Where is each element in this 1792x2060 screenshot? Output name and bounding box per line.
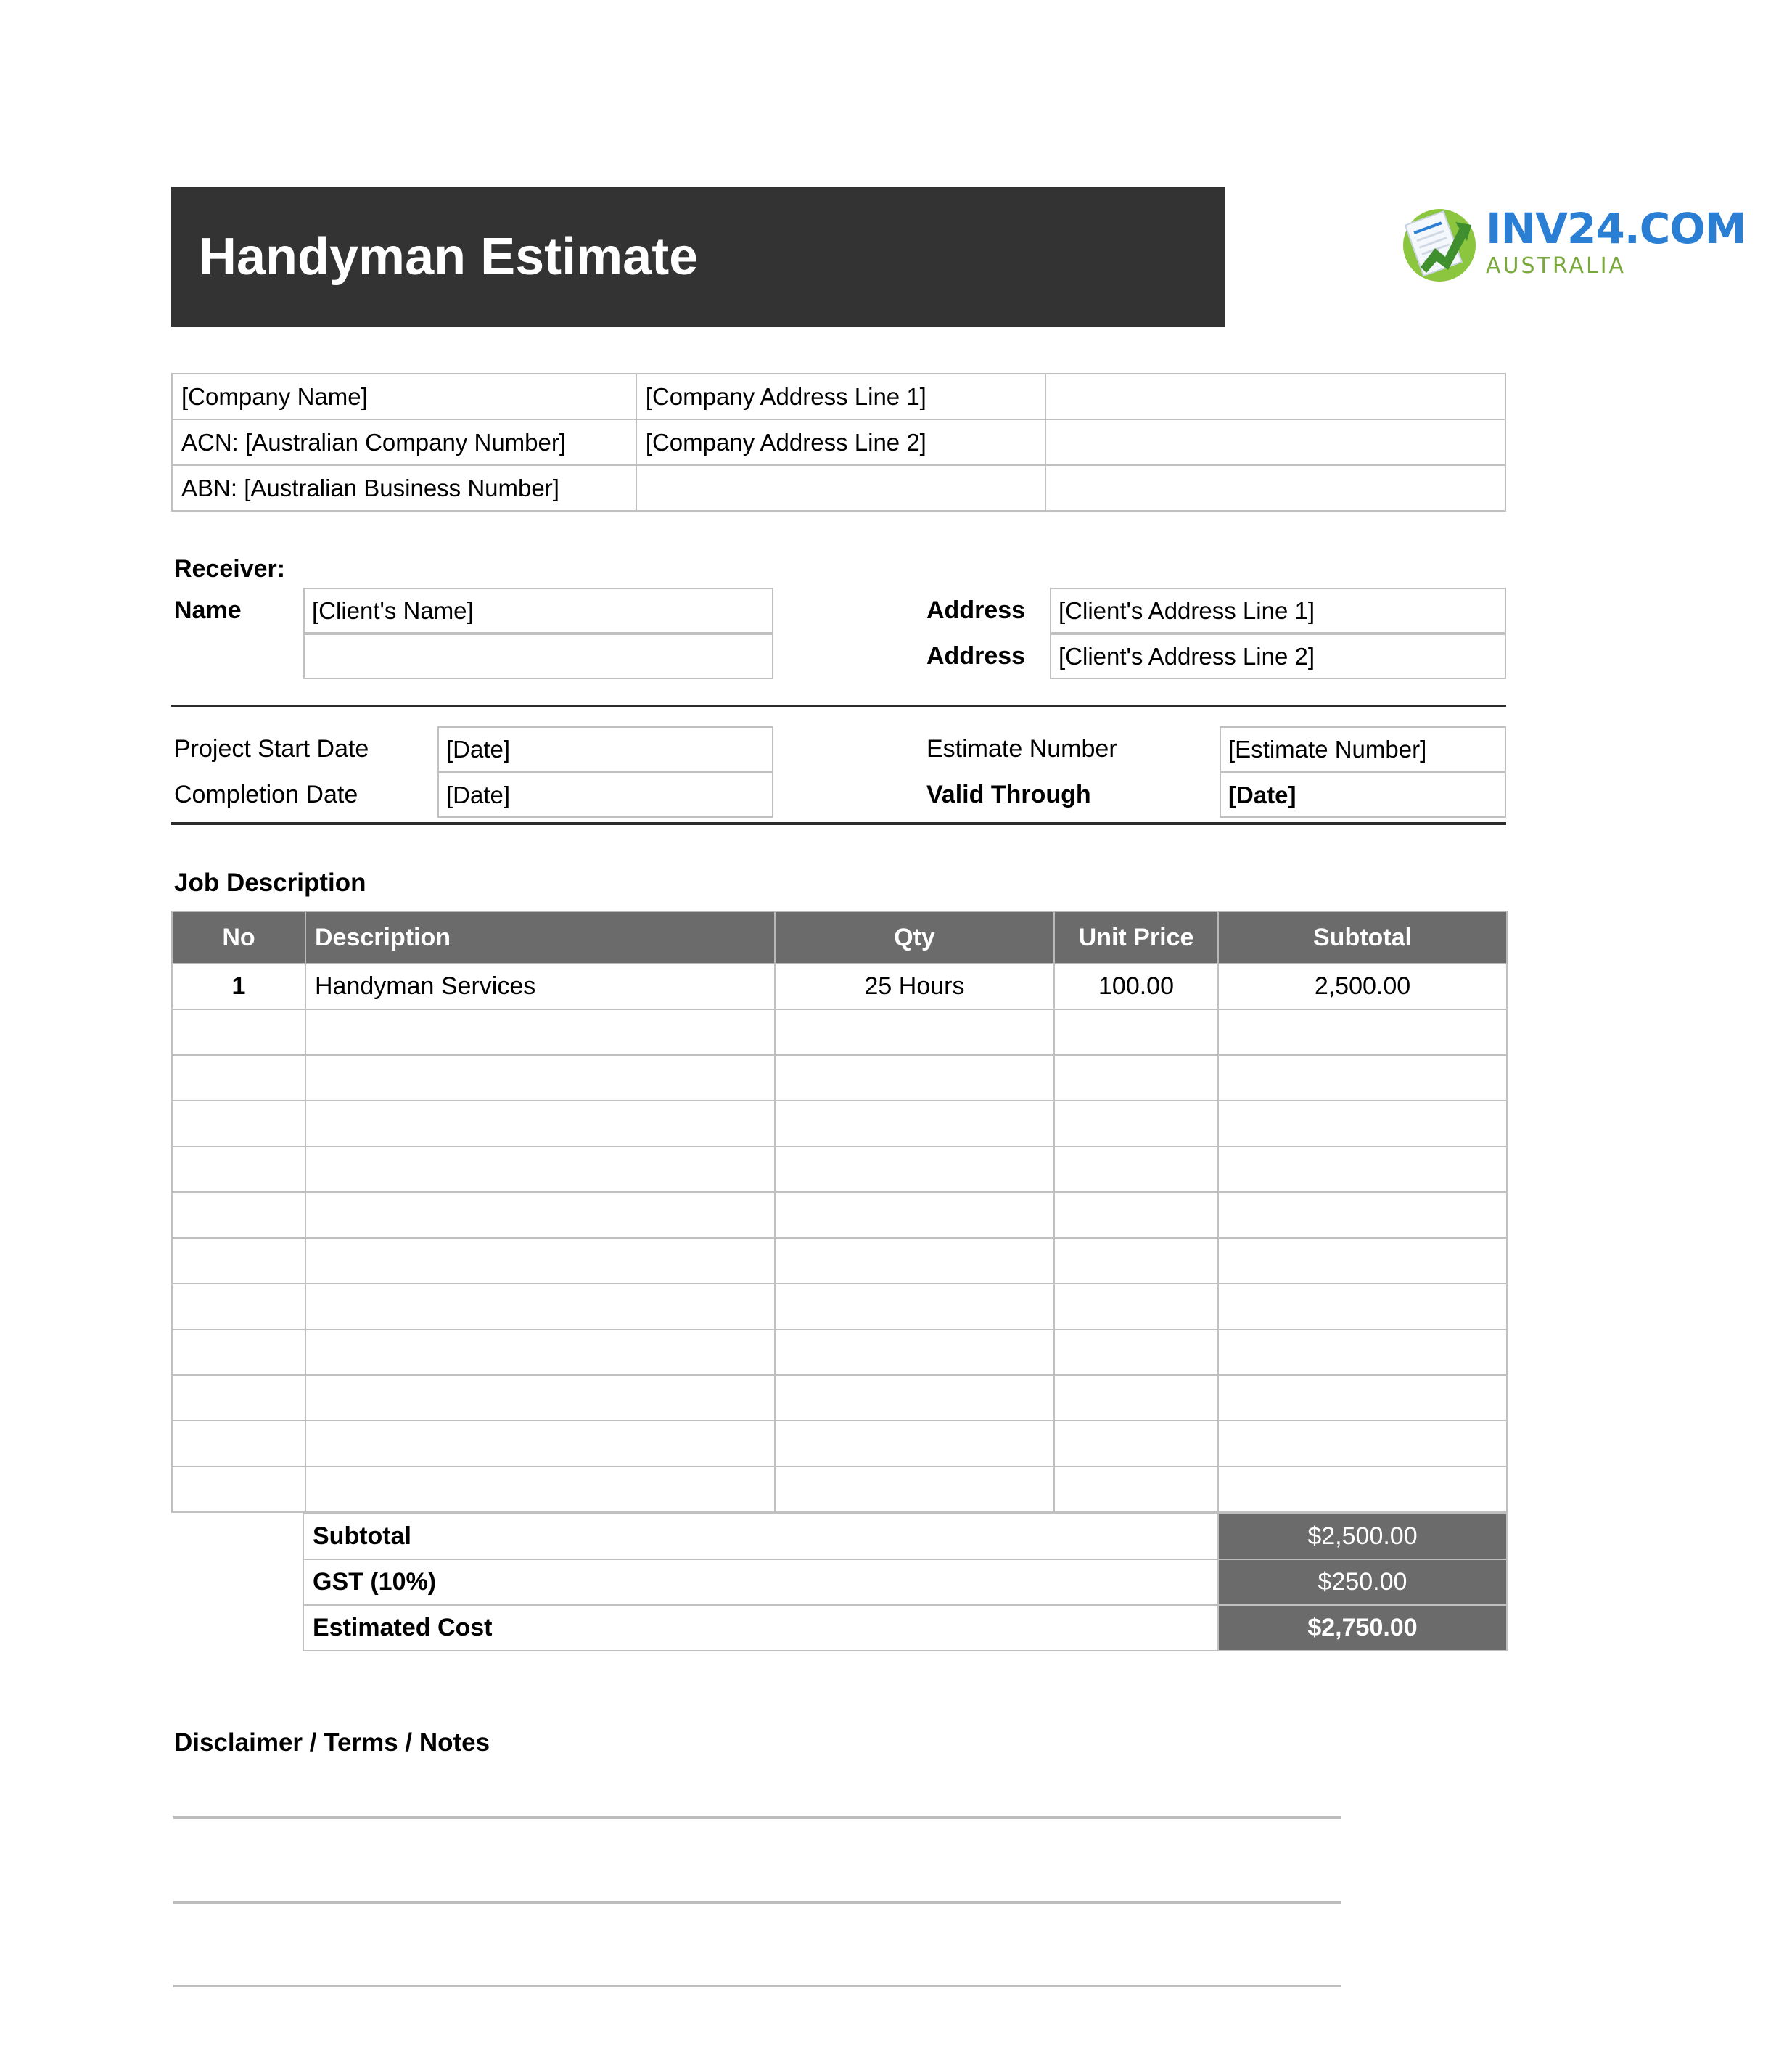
table-row (172, 1329, 1507, 1375)
document-header (171, 187, 1746, 327)
cell-description[interactable] (305, 1329, 775, 1375)
company-abn-cell[interactable]: ABN: [Australian Business Number] (172, 465, 636, 511)
cell-subtotal[interactable] (1218, 1329, 1507, 1375)
job-description-table (171, 911, 1508, 1513)
table-row (172, 1238, 1507, 1284)
company-extra-cell-3[interactable] (1045, 465, 1505, 511)
completion-date-field[interactable]: [Date] (437, 772, 773, 818)
totals-row-estimated-cost (303, 1605, 1507, 1651)
receiver-heading: Receiver: (174, 555, 286, 583)
disclaimer-heading: Disclaimer / Terms / Notes (174, 1728, 490, 1757)
table-row (172, 1375, 1507, 1421)
cell-no[interactable] (172, 1329, 305, 1375)
totals-table (303, 1513, 1508, 1651)
cell-subtotal[interactable]: 2,500.00 (1218, 964, 1507, 1009)
table-row (172, 465, 1505, 511)
cell-no[interactable] (172, 1284, 305, 1329)
cell-description[interactable] (305, 1146, 775, 1192)
cell-description[interactable]: Handyman Services (305, 964, 775, 1009)
title-banner (171, 187, 1225, 327)
brand-logo (1397, 194, 1746, 292)
project-start-date-label: Project Start Date (174, 735, 369, 763)
disclaimer-line-1[interactable] (173, 1816, 1341, 1819)
cell-description[interactable] (305, 1284, 775, 1329)
completion-date-label: Completion Date (174, 781, 358, 808)
estimate-number-label: Estimate Number (926, 735, 1117, 763)
cell-unit-price[interactable] (1054, 1146, 1218, 1192)
table-row (172, 1284, 1507, 1329)
cell-no[interactable]: 1 (172, 964, 305, 1009)
table-row (172, 374, 1505, 419)
cell-no[interactable] (172, 1146, 305, 1192)
cell-unit-price[interactable] (1054, 1009, 1218, 1055)
estimated-cost-value: $2,750.00 (1218, 1605, 1507, 1651)
gst-label: GST (10%) (303, 1559, 1218, 1605)
cell-subtotal[interactable] (1218, 1375, 1507, 1421)
table-row (172, 1421, 1507, 1466)
table-row (172, 964, 1507, 1009)
column-header-subtotal: Subtotal (1218, 911, 1507, 964)
subtotal-label: Subtotal (303, 1514, 1218, 1559)
column-header-unit-price: Unit Price (1054, 911, 1218, 964)
estimate-number-field[interactable]: [Estimate Number] (1220, 726, 1506, 772)
totals-row-subtotal (303, 1514, 1507, 1559)
totals-row-gst (303, 1559, 1507, 1605)
receiver-name-field-2[interactable] (303, 633, 773, 679)
cell-unit-price[interactable]: 100.00 (1054, 964, 1218, 1009)
cell-subtotal[interactable] (1218, 1238, 1507, 1284)
disclaimer-line-3[interactable] (173, 1985, 1341, 1987)
receiver-address-label-2: Address (926, 642, 1026, 670)
cell-subtotal[interactable] (1218, 1421, 1507, 1466)
section-divider-top (171, 705, 1506, 707)
project-start-date-field[interactable]: [Date] (437, 726, 773, 772)
disclaimer-line-2[interactable] (173, 1901, 1341, 1904)
table-row (172, 1101, 1507, 1146)
company-name-cell[interactable]: [Company Name] (172, 374, 636, 419)
table-row (172, 1146, 1507, 1192)
company-address-line2-cell[interactable]: [Company Address Line 2] (636, 419, 1046, 465)
cell-description[interactable] (305, 1101, 775, 1146)
cell-subtotal[interactable] (1218, 1284, 1507, 1329)
table-row (172, 1055, 1507, 1101)
cell-unit-price[interactable] (1054, 1284, 1218, 1329)
cell-no[interactable] (172, 1101, 305, 1146)
cell-unit-price[interactable] (1054, 1466, 1218, 1512)
company-extra-cell-2[interactable] (1045, 419, 1505, 465)
estimated-cost-label: Estimated Cost (303, 1605, 1218, 1651)
cell-description[interactable] (305, 1375, 775, 1421)
cell-description[interactable] (305, 1192, 775, 1238)
receiver-name-label: Name (174, 596, 242, 624)
receiver-address-field-1[interactable]: [Client's Address Line 1] (1050, 588, 1506, 633)
company-acn-cell[interactable]: ACN: [Australian Company Number] (172, 419, 636, 465)
cell-description[interactable] (305, 1238, 775, 1284)
cell-no[interactable] (172, 1055, 305, 1101)
cell-qty[interactable] (775, 1421, 1054, 1466)
cell-qty[interactable] (775, 1009, 1054, 1055)
column-header-no: No (172, 911, 305, 964)
subtotal-value: $2,500.00 (1218, 1514, 1507, 1559)
job-description-heading: Job Description (174, 869, 366, 897)
logo-region-text: AUSTRALIA (1486, 253, 1627, 279)
cell-no[interactable] (172, 1421, 305, 1466)
logo-text (1486, 204, 1746, 279)
company-empty-cell-1[interactable] (636, 465, 1046, 511)
cell-unit-price[interactable] (1054, 1192, 1218, 1238)
cell-qty[interactable]: 25 Hours (775, 964, 1054, 1009)
cell-subtotal[interactable] (1218, 1009, 1507, 1055)
table-header-row (172, 911, 1507, 964)
company-extra-cell-1[interactable] (1045, 374, 1505, 419)
logo-brand-text: INV24.COM (1486, 204, 1746, 253)
cell-unit-price[interactable] (1054, 1375, 1218, 1421)
cell-unit-price[interactable] (1054, 1101, 1218, 1146)
cell-qty[interactable] (775, 1466, 1054, 1512)
gst-value: $250.00 (1218, 1559, 1507, 1605)
cell-description[interactable] (305, 1009, 775, 1055)
cell-unit-price[interactable] (1054, 1055, 1218, 1101)
cell-subtotal[interactable] (1218, 1192, 1507, 1238)
cell-unit-price[interactable] (1054, 1421, 1218, 1466)
section-divider-bottom (171, 822, 1506, 825)
cell-subtotal[interactable] (1218, 1146, 1507, 1192)
table-row (172, 1466, 1507, 1512)
cell-qty[interactable] (775, 1192, 1054, 1238)
cell-qty[interactable] (775, 1238, 1054, 1284)
table-row (172, 419, 1505, 465)
table-row (172, 1009, 1507, 1055)
cell-no[interactable] (172, 1238, 305, 1284)
cell-no[interactable] (172, 1009, 305, 1055)
receiver-address-label-1: Address (926, 596, 1026, 624)
column-header-description: Description (305, 911, 775, 964)
company-address-line1-cell[interactable]: [Company Address Line 1] (636, 374, 1046, 419)
cell-qty[interactable] (775, 1284, 1054, 1329)
cell-qty[interactable] (775, 1055, 1054, 1101)
cell-description[interactable] (305, 1466, 775, 1512)
receiver-address-field-2[interactable]: [Client's Address Line 2] (1050, 633, 1506, 679)
valid-through-field[interactable]: [Date] (1220, 772, 1506, 818)
valid-through-label: Valid Through (926, 781, 1091, 808)
cell-no[interactable] (172, 1192, 305, 1238)
inv24-logo-icon (1397, 200, 1484, 287)
cell-subtotal[interactable] (1218, 1055, 1507, 1101)
cell-no[interactable] (172, 1466, 305, 1512)
cell-qty[interactable] (775, 1146, 1054, 1192)
cell-no[interactable] (172, 1375, 305, 1421)
cell-description[interactable] (305, 1421, 775, 1466)
cell-description[interactable] (305, 1055, 775, 1101)
company-info-table (171, 373, 1506, 512)
cell-unit-price[interactable] (1054, 1329, 1218, 1375)
cell-subtotal[interactable] (1218, 1466, 1507, 1512)
cell-unit-price[interactable] (1054, 1238, 1218, 1284)
cell-qty[interactable] (775, 1101, 1054, 1146)
cell-subtotal[interactable] (1218, 1101, 1507, 1146)
cell-qty[interactable] (775, 1375, 1054, 1421)
column-header-qty: Qty (775, 911, 1054, 964)
cell-qty[interactable] (775, 1329, 1054, 1375)
table-row (172, 1192, 1507, 1238)
receiver-name-field[interactable]: [Client's Name] (303, 588, 773, 633)
page-title: Handyman Estimate (199, 228, 699, 286)
